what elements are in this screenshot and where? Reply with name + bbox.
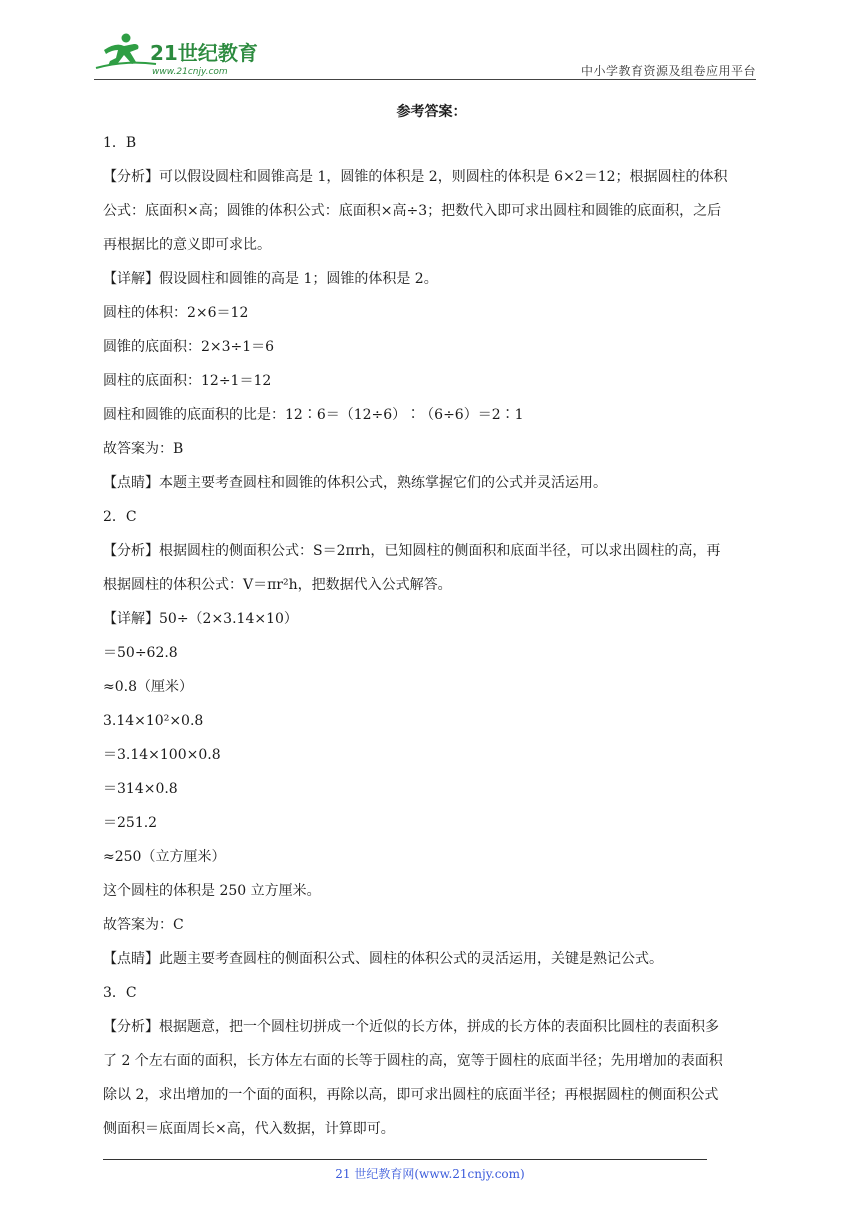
answer-line: 圆柱的体积：2×6＝12 (103, 305, 249, 321)
page-footer: 21 世纪教育网(www.21cnjy.com) (335, 1167, 525, 1181)
answer-line: 3.14×10²×0.8 (103, 713, 204, 729)
footer-divider (103, 1159, 707, 1160)
site-logo (94, 30, 264, 78)
answer-line: 【详解】50÷（2×3.14×10） (103, 611, 298, 627)
logo-url: www.21cnjy.com (152, 67, 228, 77)
answer-line: ≈250（立方厘米） (103, 849, 226, 865)
answer-line: ＝50÷62.8 (103, 645, 178, 661)
answer-line: 圆柱的底面积：12÷1＝12 (103, 373, 272, 389)
answer-content (103, 98, 760, 1146)
answer-line: 【详解】假设圆柱和圆锥的高是 1；圆锥的体积是 2。 (103, 271, 438, 287)
answer-line: 故答案为：B (103, 441, 184, 457)
answer-line: 公式：底面积×高；圆锥的体积公式：底面积×高÷3；把数代入即可求出圆柱和圆锥的底面积，之后 (103, 203, 722, 219)
answer-line: ≈0.8（厘米） (103, 679, 193, 695)
answer-line: 了 2 个左右面的面积，长方体左右面的长等于圆柱的高，宽等于圆柱的底面半径；先用增加的表面积 (103, 1053, 723, 1069)
answer-line: ＝3.14×100×0.8 (103, 747, 221, 763)
header-platform-text: 中小学教育资源及组卷应用平台 (580, 64, 756, 78)
logo-wordmark: 21世纪教育 (150, 41, 258, 65)
page-header (0, 0, 860, 85)
answer-line: 再根据比的意义即可求比。 (103, 237, 271, 253)
answer-line: 【分析】根据题意，把一个圆柱切拼成一个近似的长方体，拼成的长方体的表面积比圆柱的表面积多 (103, 1019, 719, 1035)
answer-line: 除以 2，求出增加的一个面的面积，再除以高，即可求出圆柱的底面半径；再根据圆柱的侧面积公式 (103, 1087, 719, 1103)
answer-line: 圆锥的底面积：2×3÷1＝6 (103, 339, 275, 355)
answer-line: 这个圆柱的体积是 250 立方厘米。 (103, 883, 321, 899)
answer-line: 3．C (103, 985, 137, 1001)
answer-line: 【点睛】本题主要考查圆柱和圆锥的体积公式，熟练掌握它们的公式并灵活运用。 (103, 475, 607, 491)
header-divider (94, 79, 756, 80)
answer-line: 侧面积＝底面周长×高，代入数据，计算即可。 (103, 1121, 395, 1137)
answer-line: ＝314×0.8 (103, 781, 178, 797)
answer-line: 圆柱和圆锥的底面积的比是：12∶6＝（12÷6）∶（6÷6）＝2∶1 (103, 407, 524, 423)
answer-line: 【分析】可以假设圆柱和圆锥高是 1，圆锥的体积是 2，则圆柱的体积是 6×2＝12；根据圆柱的体积 (103, 169, 728, 185)
answer-line: 故答案为：C (103, 917, 184, 933)
answer-line: 【分析】根据圆柱的侧面积公式：S＝2πrh，已知圆柱的侧面积和底面半径，可以求出圆柱的高，再 (103, 543, 721, 559)
answer-line: 2．C (103, 509, 137, 525)
answer-line: 根据圆柱的体积公式：V＝πr²h，把数据代入公式解答。 (103, 577, 452, 593)
answer-line: 【点睛】此题主要考查圆柱的侧面积公式、圆柱的体积公式的灵活运用，关键是熟记公式。 (103, 951, 663, 967)
answer-line: ＝251.2 (103, 815, 158, 831)
answer-line: 1．B (103, 135, 137, 151)
page-title: 参考答案： (396, 104, 467, 120)
